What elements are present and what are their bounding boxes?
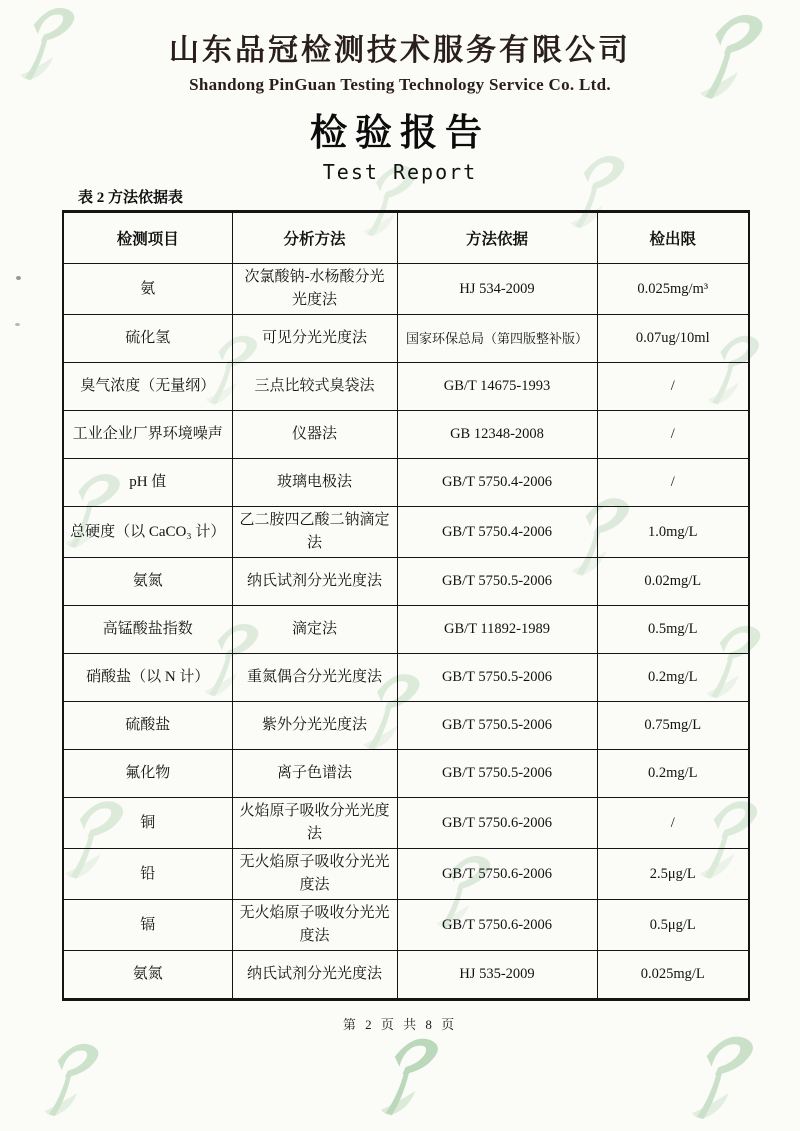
cell-analysis-method: 紫外分光光度法 bbox=[232, 702, 397, 750]
pinguan-logo-watermark-icon bbox=[36, 1038, 108, 1124]
cell-detection-limit: / bbox=[597, 798, 749, 849]
cell-method-basis: GB/T 5750.5-2006 bbox=[397, 702, 597, 750]
cell-detection-limit: / bbox=[597, 411, 749, 459]
cell-test-item: 氟化物 bbox=[63, 750, 232, 798]
cell-detection-limit: 0.07ug/10ml bbox=[597, 315, 749, 363]
cell-test-item: 硫酸盐 bbox=[63, 702, 232, 750]
cell-method-basis: GB/T 11892-1989 bbox=[397, 606, 597, 654]
cell-method-basis: GB/T 5750.5-2006 bbox=[397, 654, 597, 702]
cell-method-basis: GB/T 5750.4-2006 bbox=[397, 459, 597, 507]
cell-method-basis: HJ 535-2009 bbox=[397, 951, 597, 1000]
table-row bbox=[63, 411, 749, 459]
report-title-cn: 检验报告 bbox=[310, 113, 490, 154]
cell-test-item: 工业企业厂界环境噪声 bbox=[63, 411, 232, 459]
cell-detection-limit: 0.025mg/m³ bbox=[597, 264, 749, 315]
table-header-row bbox=[63, 212, 749, 264]
cell-method-basis: GB/T 5750.4-2006 bbox=[397, 507, 597, 558]
cell-test-item: 硝酸盐（以 N 计） bbox=[63, 654, 232, 702]
table-caption: 表 2 方法依据表 bbox=[78, 190, 184, 206]
column-header-test-item: 检测项目 bbox=[63, 212, 232, 264]
cell-method-basis: HJ 534-2009 bbox=[397, 264, 597, 315]
table-row bbox=[63, 849, 749, 900]
cell-detection-limit: 0.025mg/L bbox=[597, 951, 749, 1000]
cell-detection-limit: 0.02mg/L bbox=[597, 558, 749, 606]
cell-analysis-method: 无火焰原子吸收分光光度法 bbox=[232, 900, 397, 951]
cell-method-basis: GB/T 5750.6-2006 bbox=[397, 798, 597, 849]
cell-method-basis: GB/T 5750.6-2006 bbox=[397, 900, 597, 951]
cell-test-item: 氨氮 bbox=[63, 558, 232, 606]
cell-analysis-method: 纳氏试剂分光光度法 bbox=[232, 951, 397, 1000]
column-header-analysis-method: 分析方法 bbox=[232, 212, 397, 264]
company-name-cn: 山东品冠检测技术服务有限公司 bbox=[169, 34, 631, 67]
cell-test-item: 铅 bbox=[63, 849, 232, 900]
cell-detection-limit: 0.2mg/L bbox=[597, 750, 749, 798]
table-row bbox=[63, 654, 749, 702]
cell-analysis-method: 火焰原子吸收分光光度法 bbox=[232, 798, 397, 849]
pinguan-logo-watermark-icon bbox=[372, 1032, 448, 1124]
column-header-detection-limit: 检出限 bbox=[597, 212, 749, 264]
cell-analysis-method: 乙二胺四乙酸二钠滴定法 bbox=[232, 507, 397, 558]
table-row bbox=[63, 264, 749, 315]
cell-test-item: 镉 bbox=[63, 900, 232, 951]
column-header-method-basis: 方法依据 bbox=[397, 212, 597, 264]
cell-analysis-method: 玻璃电极法 bbox=[232, 459, 397, 507]
cell-detection-limit: 0.2mg/L bbox=[597, 654, 749, 702]
cell-test-item: 氨氮 bbox=[63, 951, 232, 1000]
pinguan-logo-watermark-icon bbox=[682, 1030, 764, 1128]
table-row bbox=[63, 951, 749, 1000]
cell-analysis-method: 滴定法 bbox=[232, 606, 397, 654]
cell-detection-limit: 0.5μg/L bbox=[597, 900, 749, 951]
method-basis-table bbox=[62, 210, 750, 1001]
cell-test-item: pH 值 bbox=[63, 459, 232, 507]
cell-analysis-method: 次氯酸钠-水杨酸分光光度法 bbox=[232, 264, 397, 315]
table-row bbox=[63, 798, 749, 849]
cell-test-item: 高锰酸盐指数 bbox=[63, 606, 232, 654]
cell-analysis-method: 仪器法 bbox=[232, 411, 397, 459]
table-row bbox=[63, 606, 749, 654]
report-title-en: Test Report bbox=[322, 160, 478, 184]
cell-test-item: 臭气浓度（无量纲） bbox=[63, 363, 232, 411]
cell-analysis-method: 离子色谱法 bbox=[232, 750, 397, 798]
table-row bbox=[63, 507, 749, 558]
cell-method-basis: GB/T 5750.5-2006 bbox=[397, 558, 597, 606]
cell-analysis-method: 可见分光光度法 bbox=[232, 315, 397, 363]
cell-test-item: 氨 bbox=[63, 264, 232, 315]
cell-analysis-method: 三点比较式臭袋法 bbox=[232, 363, 397, 411]
cell-method-basis: GB/T 14675-1993 bbox=[397, 363, 597, 411]
cell-detection-limit: 1.0mg/L bbox=[597, 507, 749, 558]
cell-method-basis: 国家环保总局（第四版整补版） bbox=[397, 315, 597, 363]
cell-detection-limit: 0.5mg/L bbox=[597, 606, 749, 654]
cell-analysis-method: 纳氏试剂分光光度法 bbox=[232, 558, 397, 606]
report-header bbox=[0, 0, 800, 184]
cell-detection-limit: / bbox=[597, 459, 749, 507]
page-number: 第 2 页 共 8 页 bbox=[342, 1017, 458, 1032]
table-row bbox=[63, 558, 749, 606]
cell-test-item: 总硬度（以 CaCO₃ 计） bbox=[63, 507, 232, 558]
cell-method-basis: GB/T 5750.6-2006 bbox=[397, 849, 597, 900]
table-row bbox=[63, 702, 749, 750]
cell-analysis-method: 重氮偶合分光光度法 bbox=[232, 654, 397, 702]
cell-method-basis: GB/T 5750.5-2006 bbox=[397, 750, 597, 798]
cell-method-basis: GB 12348-2008 bbox=[397, 411, 597, 459]
company-name-en: Shandong PinGuan Testing Technology Service Co. Ltd. bbox=[189, 75, 611, 94]
cell-analysis-method: 无火焰原子吸收分光光度法 bbox=[232, 849, 397, 900]
table-row bbox=[63, 750, 749, 798]
cell-test-item: 硫化氢 bbox=[63, 315, 232, 363]
cell-detection-limit: / bbox=[597, 363, 749, 411]
table-row bbox=[63, 363, 749, 411]
table-row bbox=[63, 900, 749, 951]
cell-detection-limit: 2.5μg/L bbox=[597, 849, 749, 900]
table-row bbox=[63, 459, 749, 507]
cell-detection-limit: 0.75mg/L bbox=[597, 702, 749, 750]
table-row bbox=[63, 315, 749, 363]
cell-test-item: 铜 bbox=[63, 798, 232, 849]
